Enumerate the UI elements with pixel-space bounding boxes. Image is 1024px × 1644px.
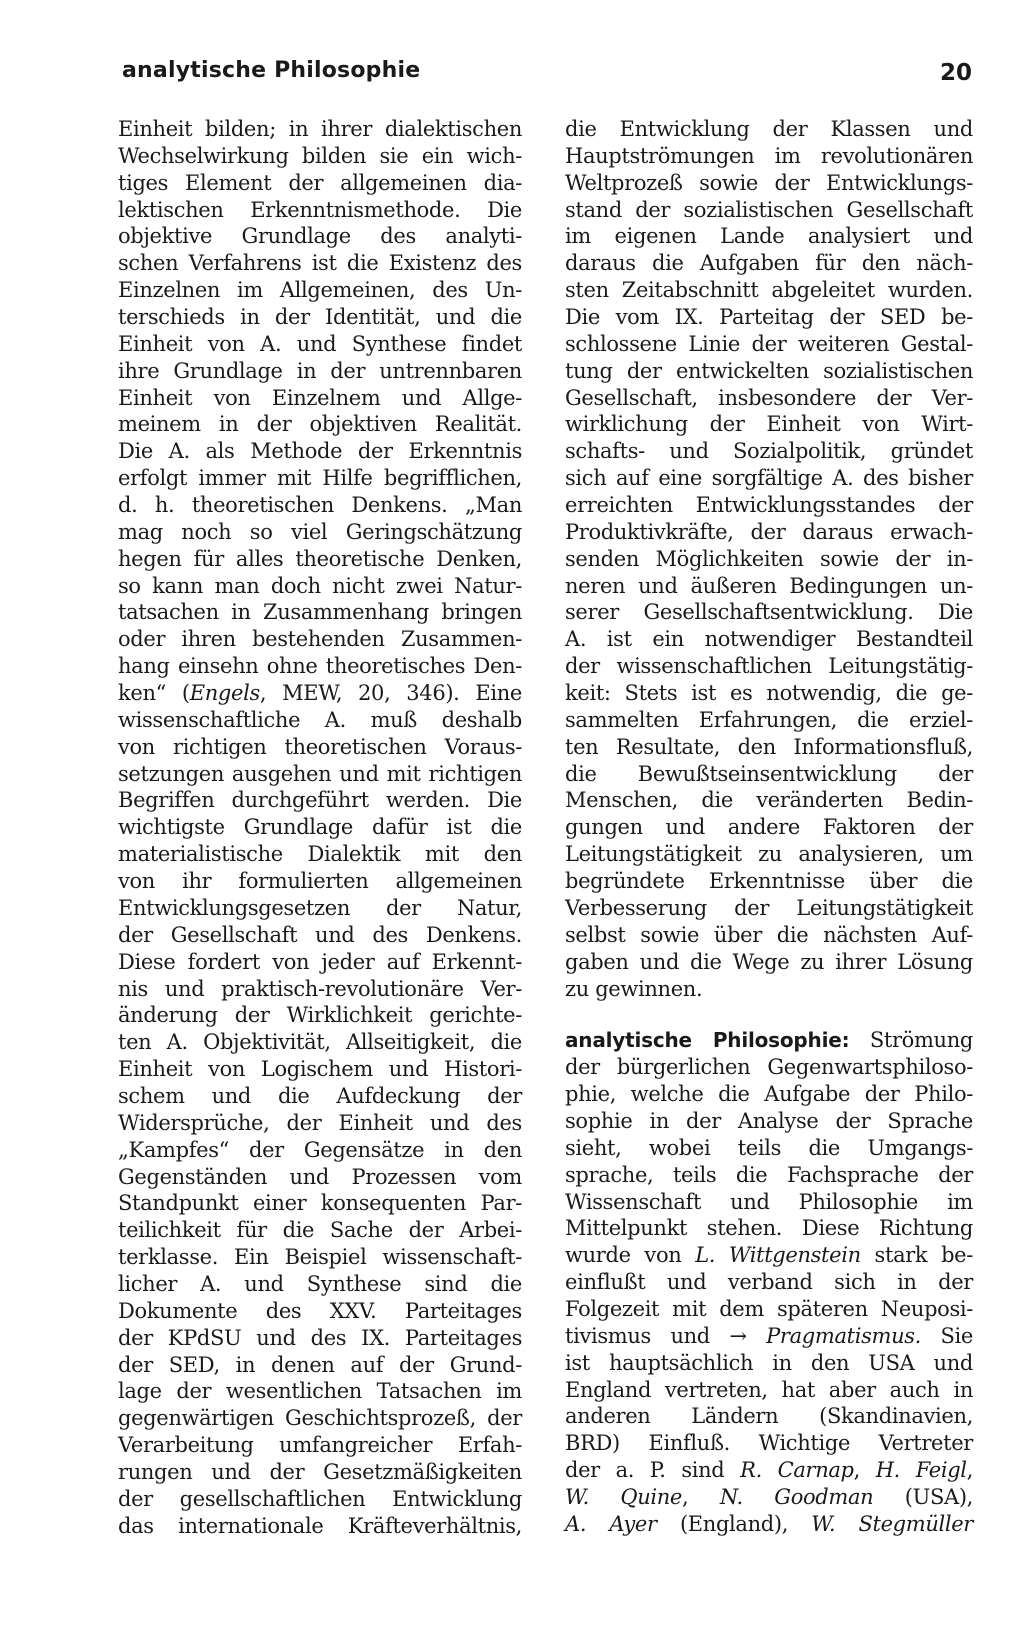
- text-line: begründete Erkenntnisse über die: [565, 869, 973, 894]
- right-column-lines: [565, 116, 973, 1002]
- text-line: schem und die Aufdeckung der: [118, 1083, 522, 1108]
- text-line: Produktivkräfte, der daraus erwach-: [565, 519, 973, 544]
- text-line: Dokumente des XXV. Parteitages: [118, 1298, 522, 1323]
- text-line: Standpunkt einer konsequenten Par-: [118, 1191, 522, 1216]
- text-line: Weltprozeß sowie der Entwicklungs-: [565, 170, 973, 195]
- entry-lines-c: [565, 1350, 973, 1457]
- text-line: der Gesellschaft und des Denkens.: [118, 922, 522, 947]
- text-line: Verbesserung der Leitungstätigkeit: [565, 895, 973, 920]
- text-line: schlossene Linie der weiteren Gestal-: [565, 331, 973, 356]
- text-line: hang einsehn ohne theoretisches Den-: [118, 654, 522, 679]
- author-name: W. Quine: [565, 1484, 683, 1509]
- text-line-pragmatismus: [565, 1323, 973, 1350]
- text-line: Einzelnen im Allgemeinen, des Un-: [118, 278, 522, 303]
- text-line: ten A. Objektivität, Allseitigkeit, die: [118, 1030, 522, 1055]
- text-line: ihre Grundlage in der untrennbaren: [118, 358, 522, 383]
- dictionary-entry: [565, 1027, 973, 1537]
- text-line: wichtigste Grundlage dafür ist die: [118, 815, 522, 840]
- text-line: Einheit von Logischem und Histori-: [118, 1057, 522, 1082]
- text-line: der gesellschaftlichen Entwicklung: [118, 1486, 522, 1511]
- text-fragment: ,: [682, 1484, 720, 1509]
- text-line: Begriffen durchgeführt werden. Die: [118, 788, 522, 813]
- text-line-carnap: [565, 1457, 973, 1484]
- text-line: Gegenständen und Prozessen vom: [118, 1164, 522, 1189]
- text-line: stand der sozialistischen Gesellschaft: [565, 197, 973, 222]
- text-line: Gesellschaft, insbesondere der Ver-: [565, 385, 973, 410]
- left-column-lines-b: [118, 707, 522, 1540]
- text-line: sprache, teils die Fachsprache der: [565, 1162, 973, 1187]
- text-fragment: der a. P. sind: [565, 1458, 741, 1483]
- text-fragment: Strömung: [849, 1028, 973, 1053]
- text-line: wissenschaftliche A. muß deshalb: [118, 707, 522, 732]
- text-line: meinem in der objektiven Realität.: [118, 412, 522, 437]
- text-line: materialistische Dialektik mit den: [118, 842, 522, 867]
- text-line: Hauptströmungen im revolutionären: [565, 143, 973, 168]
- text-line: Einheit von Einzelnem und Allge-: [118, 385, 522, 410]
- text-fragment: Sie: [921, 1323, 973, 1348]
- text-line: serer Gesellschaftsentwicklung. Die: [565, 600, 973, 625]
- text-fragment: (England),: [656, 1511, 812, 1536]
- text-line: ist hauptsächlich in den USA und: [565, 1350, 973, 1375]
- author-name: N. Goodman: [719, 1484, 874, 1509]
- text-line: gegenwärtigen Geschichtsprozeß, der: [118, 1406, 522, 1431]
- text-line: Entwicklungsgesetzen der Natur,: [118, 895, 522, 920]
- text-line: Einheit bilden; in ihrer dialektischen: [118, 117, 522, 141]
- text-line: schafts- und Sozialpolitik, gründet: [565, 439, 973, 464]
- text-line: oder ihren bestehenden Zusammen-: [118, 627, 522, 652]
- text-line: Die A. als Methode der Erkenntnis: [118, 439, 522, 464]
- text-line: Folgezeit mit dem späteren Neuposi-: [565, 1296, 973, 1321]
- left-column: [118, 116, 522, 1540]
- author-name: W. Stegmüller: [811, 1511, 973, 1536]
- text-line: Leitungstätigkeit zu analysieren, um: [565, 842, 973, 867]
- text-line: der wissenschaftlichen Leitungstätig-: [565, 654, 973, 679]
- text-line: gungen und andere Faktoren der: [565, 815, 973, 840]
- text-line: selbst sowie über die nächsten Auf-: [565, 922, 973, 947]
- text-line: Verarbeitung umfangreicher Erfah-: [118, 1433, 522, 1458]
- author-name: L. Wittgenstein: [695, 1243, 861, 1268]
- text-line: Wissenschaft und Philosophie im: [565, 1189, 973, 1214]
- text-fragment: , MEW, 20, 346). Eine: [259, 681, 522, 706]
- text-fragment: tivismus und →: [565, 1323, 767, 1348]
- text-line: tiges Element der allgemeinen dia-: [118, 170, 522, 195]
- text-line: anderen Ländern (Skandinavien,: [565, 1404, 973, 1429]
- text-fragment: stark be-: [860, 1243, 973, 1268]
- text-line: der SED, in denen auf der Grund-: [118, 1352, 522, 1377]
- text-line: tatsachen in Zusammenhang bringen: [118, 600, 522, 625]
- left-column-lines-a: [118, 116, 522, 680]
- text-line: senden Möglichkeiten sowie der in-: [565, 546, 973, 571]
- text-line: lage der wesentlichen Tatsachen im: [118, 1379, 522, 1404]
- text-line: mag noch so viel Geringschätzung: [118, 519, 522, 544]
- text-line: im eigenen Lande analysiert und: [565, 224, 973, 249]
- text-line: Mittelpunkt stehen. Diese Richtung: [565, 1216, 973, 1241]
- cross-reference: Pragmatismus.: [766, 1323, 921, 1348]
- text-line: phie, welche die Aufgabe der Philo-: [565, 1082, 973, 1107]
- text-line: gaben und die Wege zu ihrer Lösung: [565, 949, 973, 974]
- text-line: d. h. theoretischen Denkens. „Man: [118, 493, 522, 518]
- text-line: objektive Grundlage des analyti-: [118, 224, 522, 249]
- text-line: lektischen Erkenntnismethode. Die: [118, 197, 522, 222]
- text-line: wirklichung der Einheit von Wirt-: [565, 412, 973, 437]
- text-line: A. ist ein notwendiger Bestandteil: [565, 627, 973, 652]
- text-line-ayer: [565, 1511, 973, 1538]
- text-line: zu gewinnen.: [565, 976, 703, 1001]
- text-line: die Bewußtseinsentwicklung der: [565, 761, 973, 786]
- text-fragment: ,: [966, 1458, 973, 1483]
- entry-headword: analytische Philosophie:: [565, 1028, 850, 1053]
- text-line: sten Zeitabschnitt abgeleitet wurden.: [565, 278, 973, 303]
- text-line: sammelten Erfahrungen, die erziel-: [565, 707, 973, 732]
- text-line: England vertreten, hat aber auch in: [565, 1377, 973, 1402]
- text-fragment: wurde von: [565, 1243, 696, 1268]
- text-line: „Kampfes“ der Gegensätze in den: [118, 1137, 522, 1162]
- text-line: rungen und der Gesetzmäßigkeiten: [118, 1459, 522, 1484]
- text-line: sophie in der Analyse der Sprache: [565, 1108, 973, 1133]
- running-head: analytische Philosophie: [122, 58, 421, 83]
- text-fragment: ken“ (: [118, 681, 190, 706]
- text-line: sieht, wobei teils die Umgangs-: [565, 1135, 973, 1160]
- text-line: nis und praktisch-revolutionäre Ver-: [118, 976, 522, 1001]
- text-line: einflußt und verband sich in der: [565, 1270, 973, 1295]
- text-line: ten Resultate, den Informationsfluß,: [565, 734, 973, 759]
- text-line: terklasse. Ein Beispiel wissenschaft-: [118, 1245, 522, 1270]
- entry-gap: [565, 1002, 973, 1027]
- text-line: BRD) Einfluß. Wichtige Vertreter: [565, 1431, 973, 1456]
- author-name: R. Carnap: [740, 1458, 854, 1483]
- text-line: Die vom IX. Parteitag der SED be-: [565, 305, 973, 330]
- text-line: erreichten Entwicklungsstandes der: [565, 493, 973, 518]
- text-line: neren und äußeren Bedingungen un-: [565, 573, 973, 598]
- text-line: setzungen ausgehen und mit richtigen: [118, 761, 522, 786]
- entry-first-line: [565, 1027, 973, 1054]
- text-line: Diese fordert von jeder auf Erkennt-: [118, 949, 522, 974]
- page-number: 20: [939, 60, 972, 86]
- text-line: hegen für alles theoretische Denken,: [118, 546, 522, 571]
- text-line: der KPdSU und des IX. Parteitages: [118, 1325, 522, 1350]
- text-line: tung der entwickelten sozialistischen: [565, 358, 973, 383]
- text-line: Einheit von A. und Synthese findet: [118, 331, 522, 356]
- text-line: teilichkeit für die Sache der Arbei-: [118, 1218, 522, 1243]
- text-line: Wechselwirkung bilden sie ein wich-: [118, 143, 522, 168]
- text-fragment: ,: [853, 1458, 876, 1483]
- entry-lines-b: [565, 1269, 973, 1323]
- text-line: sich auf eine sorgfältige A. des bisher: [565, 466, 973, 491]
- text-line: erfolgt immer mit Hilfe begrifflichen,: [118, 466, 522, 491]
- text-line: änderung der Wirklichkeit gerichte-: [118, 1003, 522, 1028]
- text-line-wittgenstein: [565, 1242, 973, 1269]
- text-line: daraus die Aufgaben für den näch-: [565, 251, 973, 276]
- text-line: schen Verfahrens ist die Existenz des: [118, 251, 522, 276]
- text-line-engels: [118, 680, 522, 707]
- author-name: H. Feigl: [875, 1458, 967, 1483]
- entry-lines-a: [565, 1054, 973, 1242]
- text-line: Widersprüche, der Einheit und des: [118, 1110, 522, 1135]
- text-line: so kann man doch nicht zwei Natur-: [118, 573, 522, 598]
- text-fragment: (USA),: [873, 1484, 973, 1509]
- text-line: von ihr formulierten allgemeinen: [118, 869, 522, 894]
- text-line: keit: Stets ist es notwendig, die ge-: [565, 681, 973, 706]
- text-line: von richtigen theoretischen Voraus-: [118, 734, 522, 759]
- text-line-quine: [565, 1484, 973, 1511]
- text-line: terschieds in der Identität, und die: [118, 305, 522, 330]
- right-column: [565, 116, 973, 1538]
- text-line: die Entwicklung der Klassen und: [565, 117, 973, 141]
- author-name: Engels: [189, 681, 260, 706]
- text-line: licher A. und Synthese sind die: [118, 1271, 522, 1296]
- text-line: Menschen, die veränderten Bedin-: [565, 788, 973, 813]
- text-line: das internationale Kräfteverhältnis,: [118, 1513, 522, 1538]
- author-name: A. Ayer: [565, 1511, 657, 1536]
- text-line: der bürgerlichen Gegenwartsphiloso-: [565, 1055, 973, 1080]
